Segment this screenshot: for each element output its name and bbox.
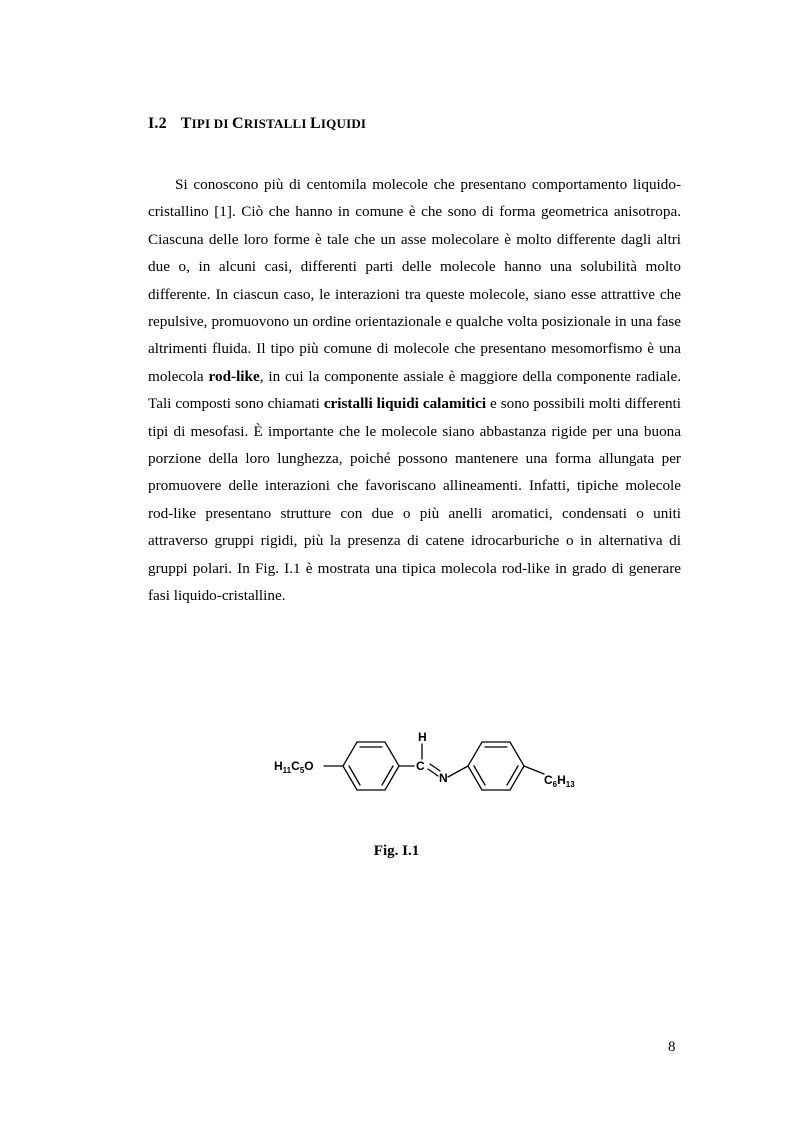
left-chain-label: $H_{11}C_5O$ — [274, 759, 314, 775]
term-rod-like: rod-like — [208, 367, 260, 385]
body-paragraph: Si conoscono più di centomila molecole che presentano comportamento liquido-cristallino [1]. Ciò che hanno in comune è che sono di forma geometrica anisotropa. Ciascuna delle loro forme è tale che un asse molecolare è molto differente dagli altri due o, in alcuni casi, differenti parti delle molecole hanno una solubilità molto differente. In ciascun caso, le interazioni tra queste molecole, siano esse attrattive che repulsive, promuovono un ordine orientazionale e qualche volta posizionale in una fase altrimenti fluida. Il tipo più comune di molecole che presentano mesomorfismo è una molecola rod-like, in cui la componente assiale è maggiore della componente radiale. Tali composti sono chiamati cristalli liquidi calamitici e sono possibili molti differenti tipi di mesofasi. È importante che le molecole siano abbastanza rigide per una buona porzione della loro lunghezza, poiché possono mantenere una forma allungata per promuovere delle interazioni che favoriscano allineamenti. Infatti, tipiche molecole rod-like presentano strutture con due o più anelli aromatici, condensati o uniti attraverso gruppi rigidi, più la presenza di catene idrocarburiche o in alternativa di gruppi polari. In Fig. I.1 è mostrata una tipica molecola rod-like in grado di generare fasi liquido-cristalline. — [148, 176, 681, 605]
molecule-figure — [260, 722, 600, 814]
section-title: TIPI DI CRISTALLI LIQUIDI — [180, 115, 367, 132]
imine-c-label: C — [416, 759, 425, 773]
page-number: 8 — [668, 1039, 676, 1055]
section-number: I.2 — [148, 115, 167, 132]
figure-caption: Fig. I.1 — [373, 843, 420, 859]
right-chain-label: $C_6H_{13}$ — [544, 773, 575, 789]
imine-h-label: H — [418, 730, 427, 744]
molecule-structure — [260, 722, 600, 814]
term-calamitic-lc: cristalli liquidi calamitici — [323, 395, 487, 413]
imine-n-label: N — [439, 771, 448, 785]
section-heading — [148, 115, 366, 133]
